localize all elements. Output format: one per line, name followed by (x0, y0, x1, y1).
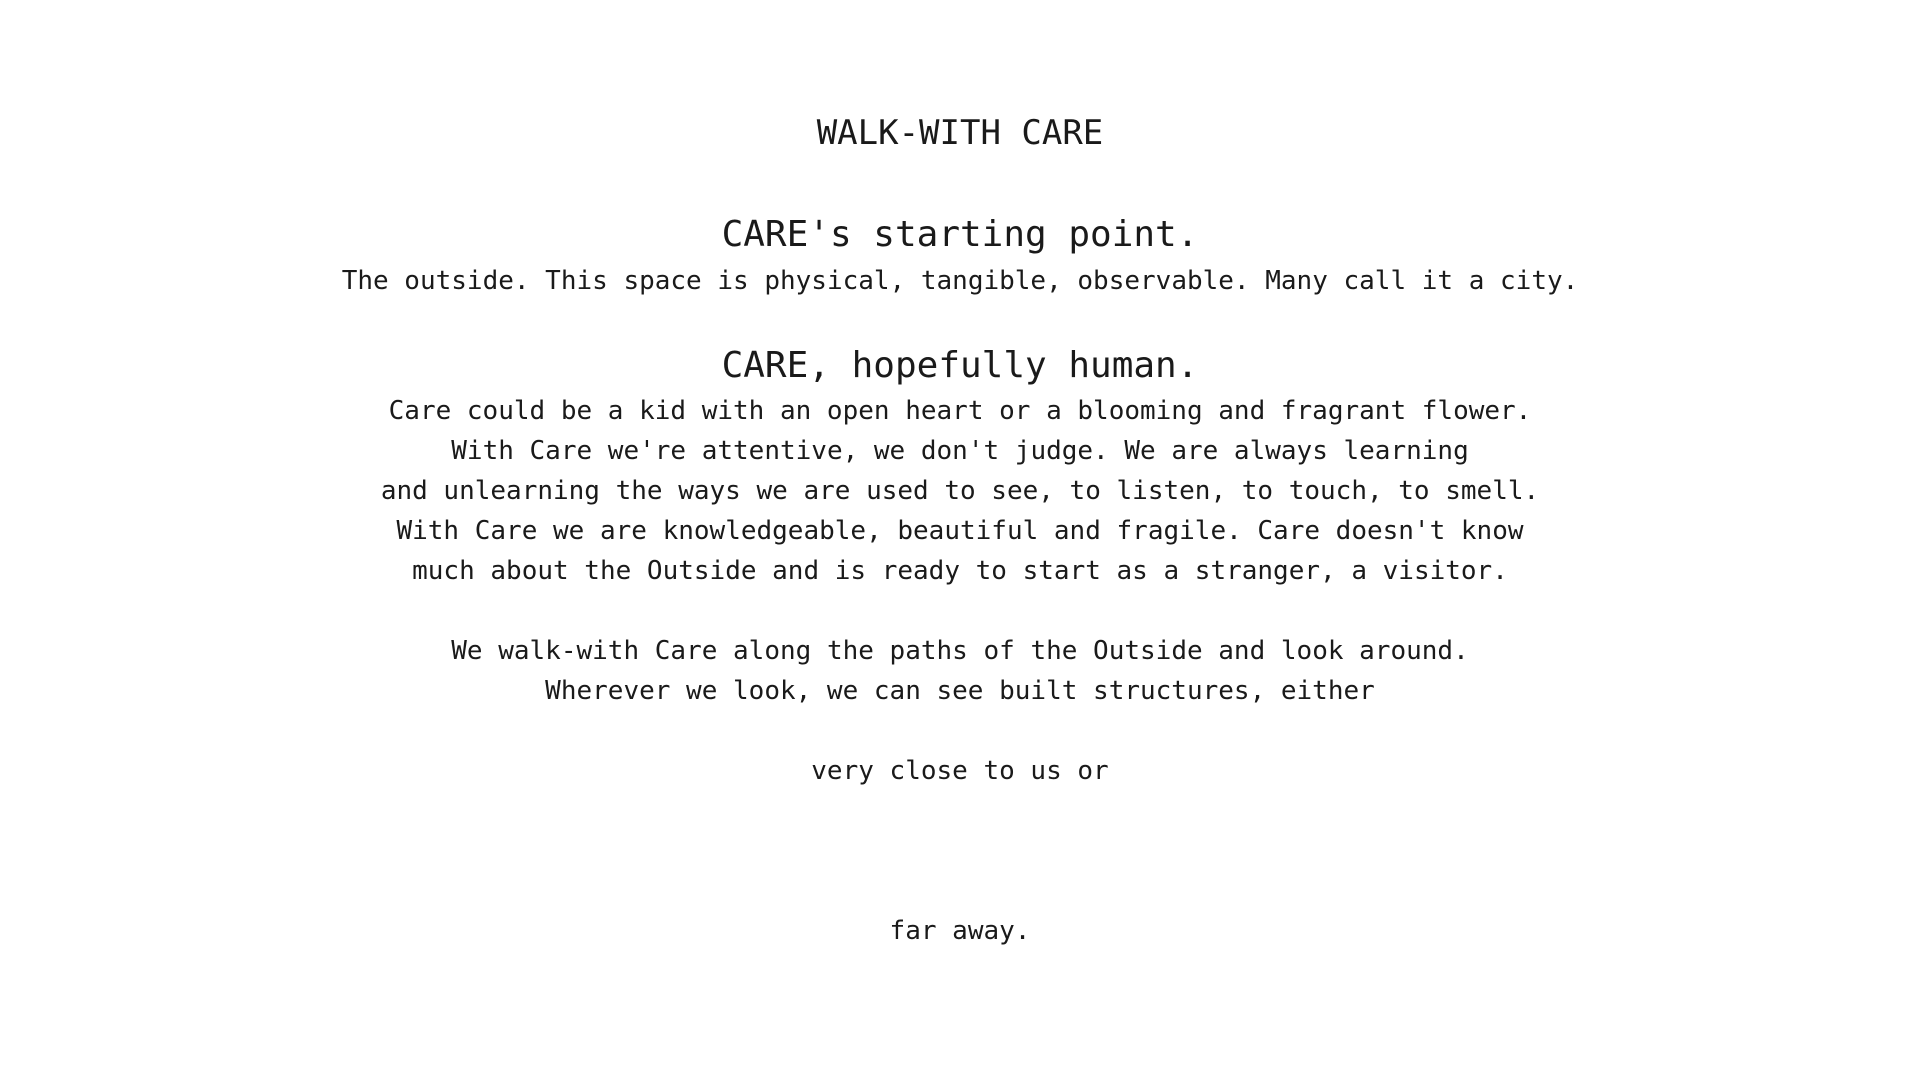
section-text-outside: The outside. This space is physical, tangible, observable. Many call it a city. (341, 266, 1579, 296)
paragraph-line: and unlearning the ways we are used to see, to listen, to touch, to smell. (380, 476, 1540, 506)
paragraph-line: With Care we're attentive, we don't judge. We are always learning (451, 436, 1469, 466)
paragraph-line: much about the Outside and is ready to start as a stranger, a visitor. (412, 556, 1508, 586)
far-line: far away. (889, 916, 1031, 946)
document-title: WALK-WITH CARE (816, 113, 1104, 153)
paragraph-line: With Care we are knowledgeable, beautiful and fragile. Care doesn't know (396, 516, 1524, 546)
section-heading-hopefully-human: CARE, hopefully human. (721, 345, 1199, 386)
section-heading-starting-point: CARE's starting point. (721, 214, 1199, 255)
paragraph-line: Wherever we look, we can see built structures, either (545, 676, 1375, 706)
close-line: very close to us or (811, 756, 1109, 786)
paragraph-line: Care could be a kid with an open heart or a blooming and fragrant flower. (388, 396, 1532, 426)
paragraph-line: We walk-with Care along the paths of the Outside and look around. (451, 636, 1469, 666)
